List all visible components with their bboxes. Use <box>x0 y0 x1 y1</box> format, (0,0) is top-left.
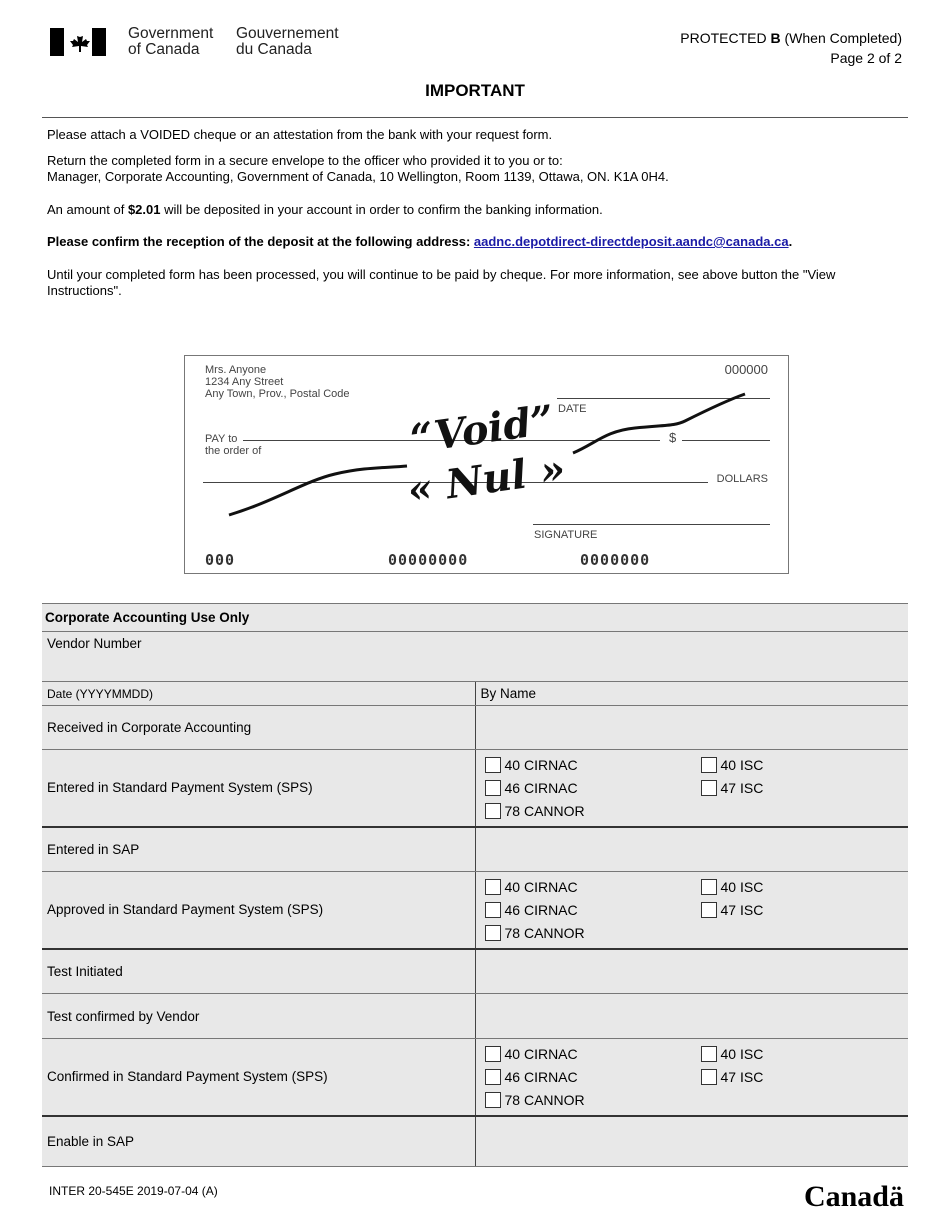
nul-text: « Nul » <box>404 445 569 514</box>
micr-institution: 00000000 <box>388 551 469 569</box>
cheque-dollar: $ <box>669 430 677 445</box>
page-number: Page 2 of 2 <box>830 50 902 66</box>
government-en: Government of Canada <box>128 25 214 58</box>
cheque-signature: SIGNATURE <box>534 529 598 541</box>
by-name-header: By Name <box>475 682 908 706</box>
micr-transit: 000 <box>205 551 236 569</box>
protected-label: PROTECTED B (When Completed) Page 2 of 2 <box>680 30 902 66</box>
row-confirmed-sps: Confirmed in Standard Payment System (SPS) <box>42 1039 475 1116</box>
canada-wordmark: Canadä <box>803 1180 904 1213</box>
row-test-initiated: Test Initiated <box>42 949 475 994</box>
instruction-1: Please attach a VOIDED cheque or an attestation from the bank with your request form. <box>47 127 553 142</box>
cheque-number: 000000 <box>724 362 768 377</box>
date-header: Date (YYYYMMDD) <box>42 682 475 706</box>
checkbox-78-cannor[interactable]: 78 CANNOR <box>485 1092 701 1108</box>
checkbox-40-isc[interactable]: 40 ISC <box>701 757 901 773</box>
instruction-2: Return the completed form in a secure envelope to the officer who provided it to you or to: Manager, Corporate Accounting, Government of Canada, 10 Wellington, Room 1139, Ottawa, ON. K1A 0H4. <box>47 153 669 184</box>
checkbox-46-cirnac[interactable]: 46 CIRNAC <box>485 1069 701 1085</box>
government-fr: Gouvernement du Canada <box>236 25 339 58</box>
checkbox-40-cirnac[interactable]: 40 CIRNAC <box>485 757 701 773</box>
sps-options-entered <box>481 755 904 821</box>
sps-options-approved <box>481 877 904 943</box>
checkbox-78-cannor[interactable]: 78 CANNOR <box>485 925 701 941</box>
field-test-confirmed[interactable] <box>475 994 908 1039</box>
cheque-pay-to: PAY to the order of <box>205 433 262 457</box>
row-received: Received in Corporate Accounting <box>42 706 475 750</box>
checkbox-40-isc[interactable]: 40 ISC <box>701 879 901 895</box>
micr-account: 0000000 <box>580 551 651 569</box>
checkbox-40-cirnac[interactable]: 40 CIRNAC <box>485 1046 701 1062</box>
vendor-number-field[interactable]: Vendor Number <box>42 632 908 682</box>
divider <box>42 117 908 118</box>
checkbox-47-isc[interactable]: 47 ISC <box>701 902 901 918</box>
field-enable-sap[interactable] <box>475 1116 908 1167</box>
void-text: “Void” <box>407 396 557 463</box>
field-entered-sap[interactable] <box>475 827 908 872</box>
field-received[interactable] <box>475 706 908 750</box>
instruction-5: Until your completed form has been processed, you will continue to be paid by cheque. For more information, see above button the "View Instructions". <box>47 267 836 298</box>
checkbox-47-isc[interactable]: 47 ISC <box>701 1069 901 1085</box>
row-approved-sps: Approved in Standard Payment System (SPS) <box>42 872 475 949</box>
email-link[interactable]: aadnc.depotdirect-directdeposit.aandc@canada.ca <box>473 234 789 249</box>
checkbox-46-cirnac[interactable]: 46 CIRNAC <box>485 902 701 918</box>
field-test-initiated[interactable] <box>475 949 908 994</box>
canada-flag-icon <box>50 28 106 56</box>
corporate-accounting-table <box>42 603 908 1167</box>
checkbox-40-isc[interactable]: 40 ISC <box>701 1046 901 1062</box>
row-entered-sps: Entered in Standard Payment System (SPS) <box>42 750 475 827</box>
sps-options-confirmed <box>481 1044 904 1110</box>
instruction-4: Please confirm the reception of the deposit at the following address: aadnc.depotdirect-directdeposit.aandc@canada.ca. <box>47 234 793 249</box>
table-heading: Corporate Accounting Use Only <box>42 604 908 632</box>
row-entered-sap: Entered in SAP <box>42 827 475 872</box>
checkbox-46-cirnac[interactable]: 46 CIRNAC <box>485 780 701 796</box>
row-enable-sap: Enable in SAP <box>42 1116 475 1167</box>
void-cheque-image <box>184 355 789 574</box>
instruction-3: An amount of $2.01 will be deposited in your account in order to confirm the banking information. <box>47 202 603 217</box>
form-id: INTER 20-545E 2019-07-04 (A) <box>49 1184 218 1198</box>
checkbox-47-isc[interactable]: 47 ISC <box>701 780 901 796</box>
checkbox-40-cirnac[interactable]: 40 CIRNAC <box>485 879 701 895</box>
page-title: IMPORTANT <box>425 81 525 100</box>
row-test-confirmed: Test confirmed by Vendor <box>42 994 475 1039</box>
cheque-address: Mrs. Anyone 1234 Any Street Any Town, Prov., Postal Code <box>205 364 350 400</box>
cheque-dollars: DOLLARS <box>716 473 768 485</box>
cheque-date: DATE <box>558 403 587 415</box>
checkbox-78-cannor[interactable]: 78 CANNOR <box>485 803 701 819</box>
